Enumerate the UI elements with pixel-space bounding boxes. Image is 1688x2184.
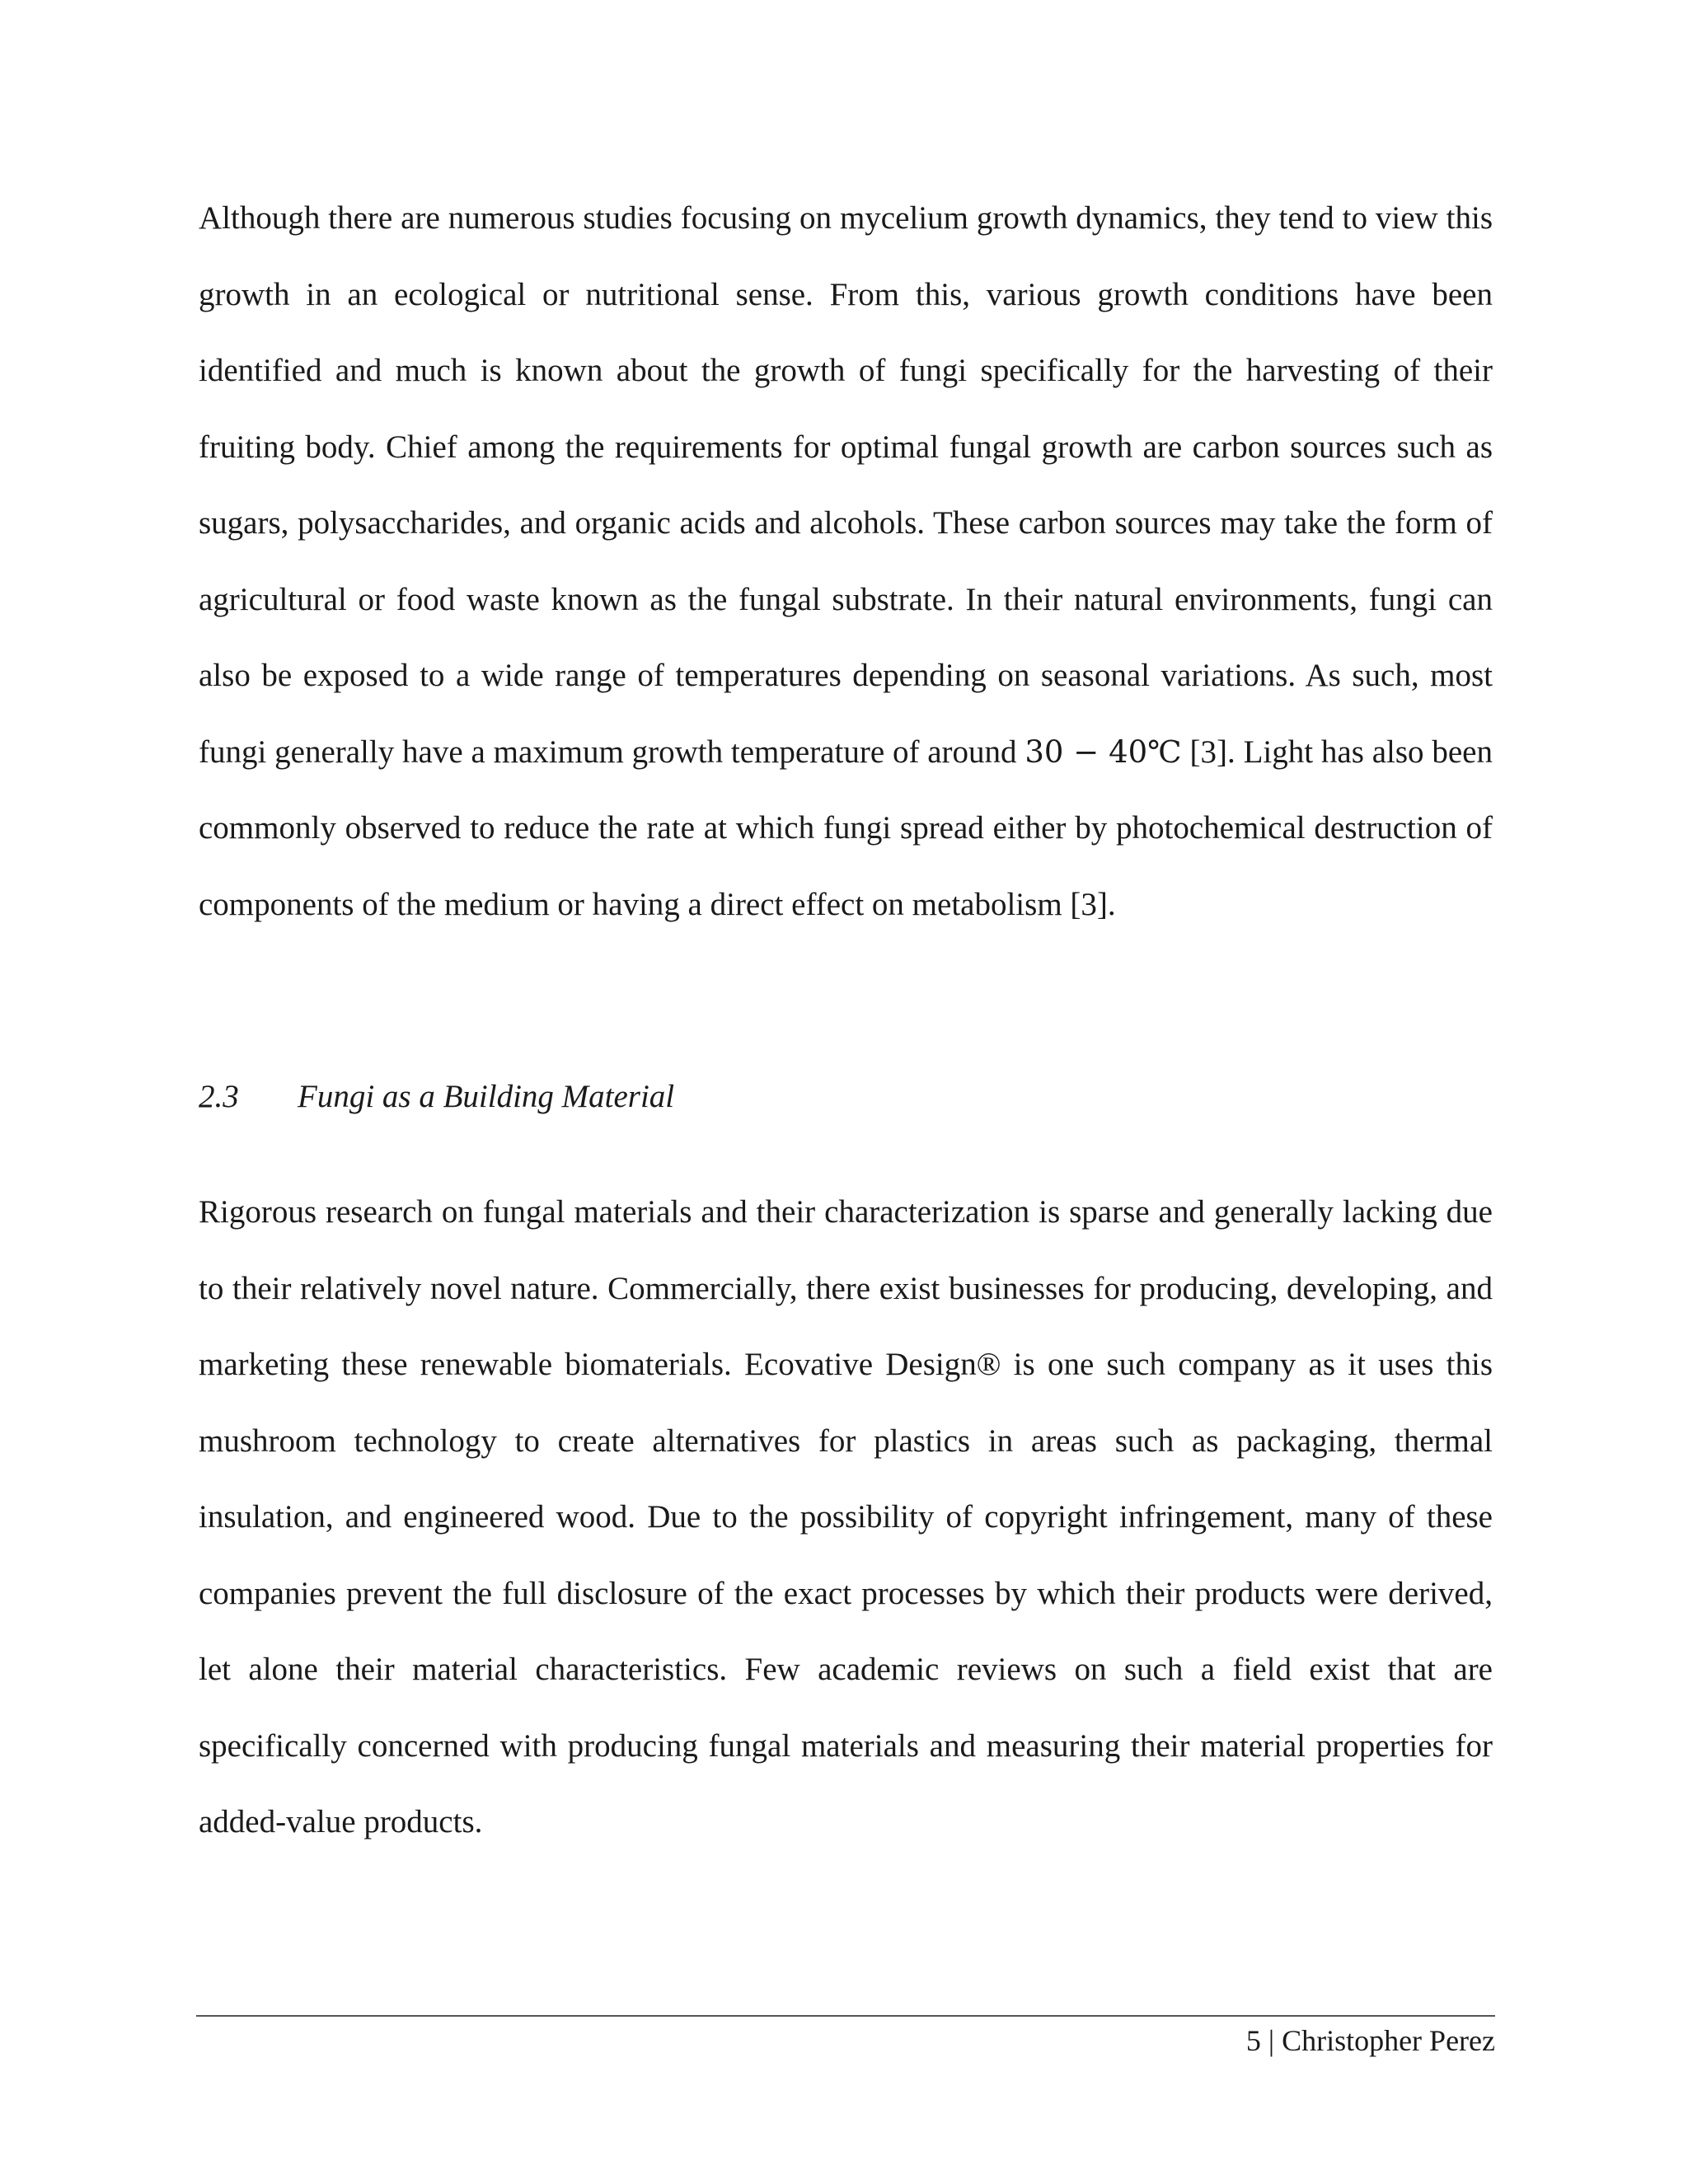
section-title: Fungi as a Building Material (298, 1079, 675, 1114)
temperature-range-math: 30 − 40℃ (1025, 733, 1182, 770)
body-paragraph-building-material: Rigorous research on fungal materials and their characterization is sparse and generally lacking due to their relatively novel nature. Commercially, there exist businesses for producing, developing, and marketing these renewable biomaterials. Ecovative Design® is one such company as it uses this mushroom technology to create alternatives for plastics in areas such as packaging, thermal insulation, and engineered wood. Due to the possibility of copyright infringement, many of these companies prevent the full disclosure of the exact processes by which their products were derived, let alone their material characteristics. Few academic reviews on such a field exist that are specifically concerned with producing fungal materials and measuring their material properties for added-value products. (199, 1194, 1493, 1840)
section-heading (199, 1059, 674, 1135)
page-footer: 5 | Christopher Perez (1245, 2024, 1495, 2057)
paragraph-text: Although there are numerous studies focusing on mycelium growth dynamics, they tend to view this growth in an ecological or nutritional sense. From this, various growth conditions have been identified and much is known about the growth of fungi specifically for the harvesting of their fruiting body. Chief among the requirements for optimal fungal growth are carbon sources such as sugars, polysaccharides, and organic acids and alcohols. These carbon sources may take the form of agricultural or food waste known as the fungal substrate. In their natural environments, fungi can also be exposed to a wide range of temperatures depending on seasonal variations. As such, most fungi generally have a maximum growth temperature of around (199, 200, 1493, 770)
section-number: 2.3 (199, 1079, 239, 1114)
body-paragraph-growth-conditions (199, 180, 1493, 943)
footer-divider (196, 2015, 1495, 2017)
paragraph-text: [3]. Light has also been commonly observed to reduce the rate at which fungi spread either by photochemical destruction of components of the medium or having a direct effect on metabolism [3]. (199, 733, 1493, 922)
